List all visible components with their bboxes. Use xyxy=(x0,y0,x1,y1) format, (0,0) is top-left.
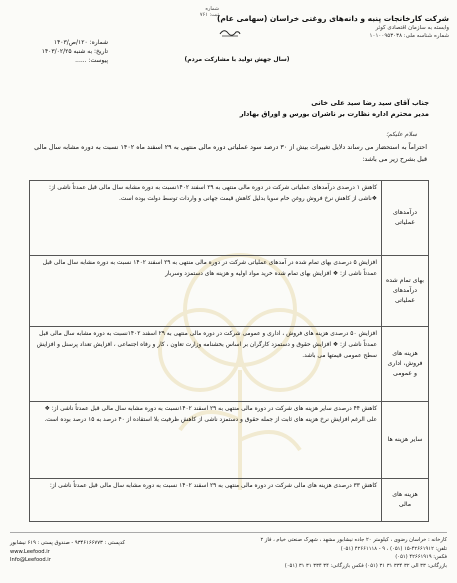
letter-attachment: پیوست: ...... xyxy=(75,57,108,64)
table-row xyxy=(30,256,429,327)
year-slogan: (سال جهش تولید با مشارکت مردم) xyxy=(184,56,290,63)
footer-contact xyxy=(117,536,447,570)
signature-logo-icon xyxy=(218,26,242,38)
footer-office: بازرگانی: ۳۳ الی ۳۲ ۳۳۴ ۳۱ ۳۱ (۰۵۱) فکس بازرگانی: ۳۴ ۳۳۴ ۳۱ ۳۱ (۰۵۱) xyxy=(284,562,447,569)
affiliation: وابسته به سازمان اقتصادی کوثر xyxy=(375,25,449,31)
table-row xyxy=(30,327,429,402)
footer-address: کارخانه : خراسان رضوی ، کیلومتر ۲۰ جاده نیشابور مشهد ، شهرک صنعتی خیام ، فاز ۲ xyxy=(260,537,447,543)
addressee-name: جناب آقای سید رضا سید علی خانی xyxy=(311,99,429,107)
letter-meta xyxy=(18,38,108,65)
website-link[interactable]: www.Leefood.ir xyxy=(10,548,50,555)
row-description: کاهش ۴۴ درصدی سایر هزینه های شرکت در دوره مالی منتهی به ۲۹ اسفند ۱۴۰۲نسبت به دوره مشابه سال مالی قبل عمدتاً ناشی از: ❖ علی الرغم افزایش نرخ هزینه های ثابت از جمله حقوق و دستمزد ناشی از کاهش ظرفیت بلا استفاده از ۴۰ درصد به ۱۵ درصد بوده است. xyxy=(30,402,382,479)
footer-web xyxy=(10,539,125,565)
letter-date: تاریخ: به شنبه ۱۴۰۳/۰۲/۲۵ xyxy=(41,48,108,55)
table-row xyxy=(30,181,429,256)
table-row xyxy=(30,479,429,522)
row-label: هزینه های فروش، اداری و عمومی xyxy=(382,327,429,402)
email-link[interactable]: Info@Leefood.ir xyxy=(10,557,51,563)
row-description: افزایش ۵ درصدی بهای تمام شده در آمدهای عملیاتی شرکت در دوره مالی منتهی به ۲۹ اسفند ۱۴۰۲ نسبت به دوره مشابه سال مالی قبل عمدتاً ناشی از: ❖ افزایش بهای تمام شده خرید مواد اولیه و هزینه های دستمزد وسربار xyxy=(30,256,382,327)
addressee-block xyxy=(240,98,429,120)
company-name: شرکت کارخانجات پنبه و دانه‌های روغنی خراسان (سهامی عام) xyxy=(217,14,449,23)
footer-fax: فکس: ۴۲۶۶۱۹۱۹ (۰۵۱) xyxy=(395,554,447,560)
intro-paragraph: احتراماً به استحضار می رساند دلایل تغییرات بیش از ۳۰ درصد سود عملیاتی دوره مالی منتهی به ۲۹ اسفند ماه ۱۴۰۲ نسبت به دوره مشابه سال مالی قبل بشرح زیر می باشد: xyxy=(34,143,427,163)
footer-postcode: کدپستی : ۹۳۴۶۱۶۶۷۷۳ - صندوق پستی : ۶۱۹ نیشابور xyxy=(10,540,125,546)
row-label: هزینه های مالی xyxy=(382,479,429,522)
national-id: شماره شناسه ملی: ۱۰۱۰۰۹۵۳۰۳۸ xyxy=(369,33,449,39)
row-description: افزایش ۵۰ درصدی هزینه های فروش ، اداری و عمومی شرکت در دوره مالی منتهی به ۲۹ اسفند ۱۴۰۲نسبت به دوره مشابه سال مالی قبل عمدتاً ناشی از: ❖ افزایش حقوق و دستمزد کارگران بر اساس بخشنامه وزارت تعاون ، کار و رفاه اجتماعی ، افزایش تعداد پرسنل و افزایش سطح عمومی قیمتها می باشد. xyxy=(30,327,382,402)
page-footer xyxy=(10,532,447,569)
row-label: درآمدهای عملیاتی xyxy=(382,181,429,256)
row-description: کاهش ۳۳ درصدی هزینه های مالی شرکت در دوره مالی منتهی به ۲۹ اسفند ۱۴۰۲ نسبت به دوره مشابه سال مالی قبل عمدتاً ناشی از: xyxy=(30,479,382,522)
letter-number: شماره: ۱۲۰/ص/۱۴۰۳ xyxy=(53,39,108,46)
salutation: سلام علیکم؛ xyxy=(386,131,417,138)
row-label: سایر هزینه ها xyxy=(382,402,429,479)
footer-phone: تلفن: ۴۲۶۶۱۹۱۲-۱۵ (۰۵۱) ، ۹ - ۴۲۶۶۱۱۱۸ (۰۵۱) xyxy=(340,545,447,552)
row-description: کاهش ۱ درصدی درآمدهای عملیاتی شرکت در دوره مالی منتهی به ۲۹ اسفند ۱۴۰۲نسبت به دوره مشابه سال مالی قبل عمدتاً ناشی از: ❖ناشی از کاهش نرخ فروش روغن خام سویا بدلیل کاهش قیمت جهانی و واردات توسط دولت بوده است. xyxy=(30,181,382,256)
table-row xyxy=(30,402,429,479)
reasons-table xyxy=(29,180,429,522)
registration-number: شماره ثبت: ۷۶۱ xyxy=(199,6,219,18)
row-label: بهای تمام شده درآمدهای عملیاتی xyxy=(382,256,429,327)
addressee-title: مدیر محترم اداره نظارت بر ناشران بورس و اوراق بهادار xyxy=(239,110,429,118)
